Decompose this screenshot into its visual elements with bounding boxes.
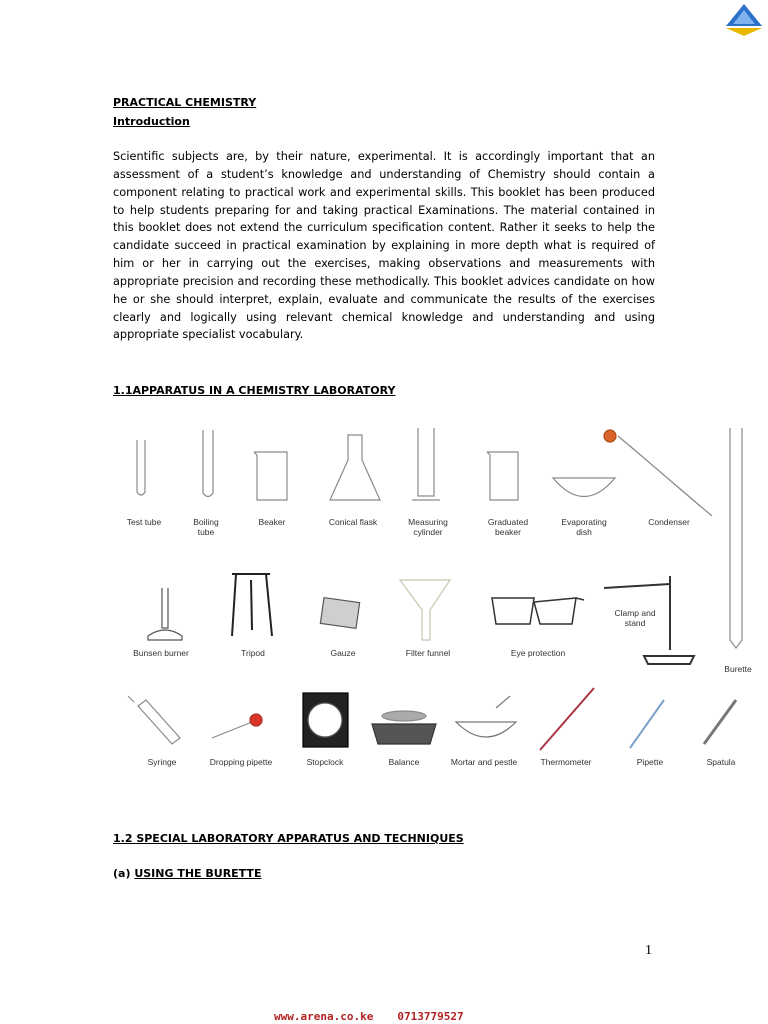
label-gauze: Gauze [330, 648, 356, 658]
bunsen-burner-drawing [148, 588, 182, 640]
section-heading-special-apparatus: 1.2 SPECIAL LABORATORY APPARATUS AND TECHNIQUES [113, 832, 464, 845]
label-eye-protection: Eye protection [510, 648, 566, 658]
label-dropping-pipette: Dropping pipette [209, 757, 273, 767]
beaker-drawing [254, 452, 287, 500]
subsection-prefix: (a) [113, 867, 135, 880]
label-measuring-cylinder: Measuring cylinder [408, 517, 448, 537]
conical-flask-drawing [330, 435, 380, 500]
label-balance: Balance [388, 757, 420, 767]
balance-drawing [372, 724, 436, 744]
label-thermometer: Thermometer [540, 757, 592, 767]
tripod-drawing [232, 574, 272, 636]
label-condenser: Condenser [648, 517, 690, 527]
section-heading-apparatus: 1.1APPARATUS IN A CHEMISTRY LABORATORY [113, 384, 396, 397]
evaporating-dish-drawing [553, 478, 615, 497]
test-tube-drawing [137, 440, 145, 495]
footer [274, 1010, 488, 1023]
label-stopclock: Stopclock [306, 757, 344, 767]
label-filter-funnel: Filter funnel [405, 648, 451, 658]
label-tripod: Tripod [241, 648, 265, 658]
footer-website: www.arena.co.ke [274, 1010, 374, 1023]
subsection-heading-burette [113, 867, 261, 880]
dropping-pipette-drawing [212, 722, 252, 738]
document-title: PRACTICAL CHEMISTRY [113, 96, 257, 109]
label-spatula: Spatula [706, 757, 736, 767]
label-graduated-beaker: Graduated beaker [487, 517, 529, 537]
introduction-paragraph: Scientific subjects are, by their nature, experimental. It is accordingly important that an assessment of a student’s knowledge and understanding of Chemistry should contain a component relating to practical work and experimental skills. This booklet has been produced to help students preparing for and taking practical Examinations. The material contained in this booklet does not extend the curriculum specification content. Rather it seeks to help the candidate succeed in practical examination by explaining in more depth what is required of him or her in carrying out the exercises, making observations and measurements with appropriate precision and recording these methodically. This booklet advices candidate on how he or she should interpret, explain, evaluate and communicate the results of the exercises clearly and logically using relevant chemical knowledge and understanding and using appropriate specialist vocabulary. [113, 150, 655, 342]
label-boiling-tube: Boiling tube [193, 517, 219, 537]
label-pipette: Pipette [636, 757, 664, 767]
label-burette: Burette [724, 664, 752, 674]
label-conical-flask: Conical flask [328, 517, 378, 527]
graduated-beaker-drawing [487, 452, 518, 500]
stopclock-drawing [308, 703, 342, 737]
subsection-title: USING THE BURETTE [134, 867, 262, 880]
label-beaker: Beaker [258, 517, 286, 527]
boiling-tube-drawing [203, 430, 213, 497]
measuring-cylinder-drawing [412, 428, 440, 500]
label-evaporating-dish: Evaporating dish [561, 517, 607, 537]
label-test-tube: Test tube [126, 517, 162, 527]
burette-drawing [730, 428, 742, 648]
label-syringe: Syringe [147, 757, 177, 767]
mortar-pestle-drawing [456, 696, 516, 737]
introduction-heading: Introduction [113, 115, 190, 128]
thermometer-drawing [540, 688, 594, 750]
label-mortar-and-pestle: Mortar and pestle [450, 757, 518, 767]
label-bunsen-burner: Bunsen burner [133, 648, 189, 658]
page-number: 1 [645, 943, 652, 958]
syringe-drawing [128, 696, 180, 744]
label-clamp-and-stand: Clamp and stand [614, 608, 656, 628]
eye-protection-drawing [492, 598, 584, 624]
spatula-drawing [704, 700, 736, 744]
condenser-drawing [618, 436, 712, 516]
pipette-drawing [630, 700, 664, 748]
footer-phone: 0713779527 [397, 1010, 464, 1023]
gauze-drawing [320, 598, 359, 629]
filter-funnel-drawing [400, 580, 450, 640]
